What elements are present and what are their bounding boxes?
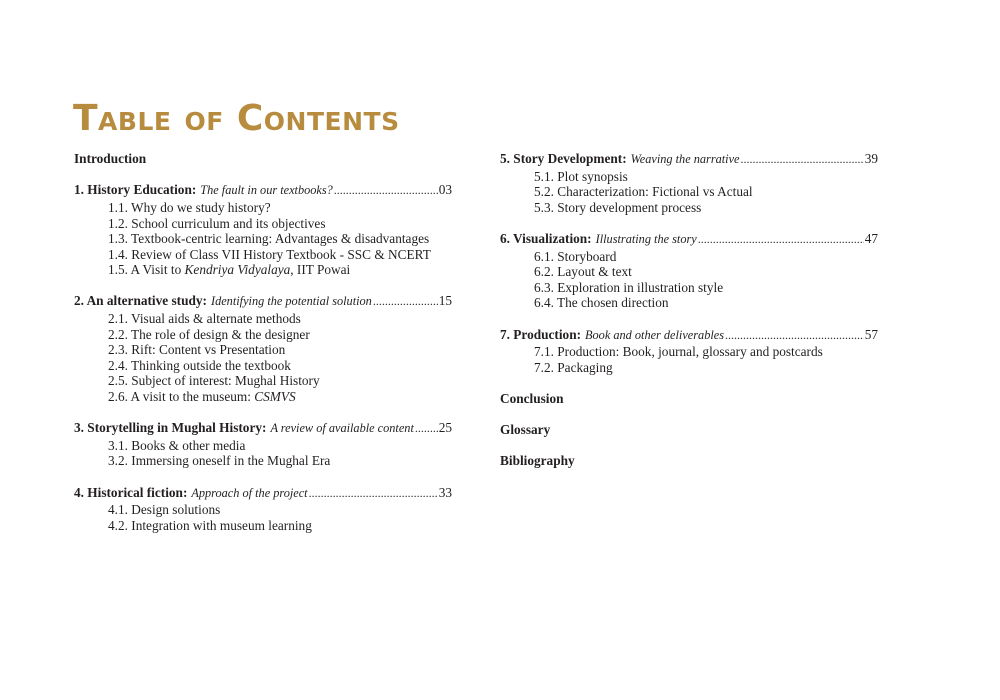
toc-chapter-heading[interactable] <box>74 420 452 437</box>
toc-section[interactable]: 4.1. Design solutions <box>108 502 221 518</box>
page-number: 57 <box>864 326 878 342</box>
section-prefix: 1.5. A Visit to <box>108 262 185 278</box>
toc-section[interactable]: 6.3. Exploration in illustration style <box>534 279 724 295</box>
toc-entry-conclusion[interactable]: Conclusion <box>500 390 564 406</box>
page-title: Table of Contents <box>73 98 400 139</box>
section-suffix: , IIT Powai <box>290 262 351 278</box>
toc-right-column <box>500 151 878 469</box>
spacer <box>500 215 878 231</box>
chapter-subtitle: Illustrating the story <box>595 231 697 246</box>
spacer <box>74 278 452 294</box>
toc-section[interactable]: 6.1. Storyboard <box>534 248 617 264</box>
toc-section[interactable]: 5.1. Plot synopsis <box>534 168 628 184</box>
toc-chapter-6 <box>500 231 878 311</box>
chapter-title: 2. An alternative study: <box>74 293 207 309</box>
toc-section[interactable]: 4.2. Integration with museum learning <box>108 517 312 533</box>
toc-chapter-7 <box>500 327 878 376</box>
chapter-subtitle: Approach of the project <box>191 485 308 500</box>
chapter-title: 5. Story Development: <box>500 151 627 166</box>
section-list <box>534 249 878 311</box>
toc-section[interactable]: 2.1. Visual aids & alternate methods <box>108 311 301 327</box>
toc-section[interactable]: 2.2. The role of design & the designer <box>108 326 310 342</box>
toc-section[interactable]: 5.3. Story development process <box>534 199 702 215</box>
section-list <box>108 502 452 533</box>
section-list <box>534 344 878 375</box>
toc-chapter-2 <box>74 293 452 404</box>
page-number: 47 <box>864 230 878 246</box>
toc-chapter-3 <box>74 420 452 469</box>
toc-chapter-heading[interactable] <box>500 151 878 168</box>
section-prefix: 2.6. A visit to the museum: <box>108 389 255 405</box>
spacer <box>500 375 878 391</box>
toc-section[interactable] <box>108 262 452 278</box>
dot-leader <box>415 421 438 437</box>
chapter-subtitle: Book and other deliverables <box>585 327 725 342</box>
spacer <box>74 405 452 421</box>
section-list <box>534 169 878 216</box>
toc-chapter-heading[interactable] <box>500 231 878 248</box>
toc-entry-glossary[interactable]: Glossary <box>500 422 551 438</box>
toc-chapter-4 <box>74 485 452 534</box>
toc-entry-bibliography[interactable]: Bibliography <box>500 453 575 469</box>
toc-left-column <box>74 151 452 533</box>
toc-section[interactable]: 5.2. Characterization: Fictional vs Actual <box>534 184 753 200</box>
section-italic: Kendriya Vidyalaya <box>184 262 291 278</box>
spacer <box>500 438 878 454</box>
page-number: 39 <box>864 151 878 166</box>
chapter-title: 3. Storytelling in Mughal History: <box>74 420 267 436</box>
toc-section[interactable]: 2.3. Rift: Content vs Presentation <box>108 342 286 358</box>
dot-leader <box>334 183 438 199</box>
page-number: 03 <box>438 182 452 198</box>
chapter-title: 4. Historical fiction: <box>74 484 188 500</box>
section-list <box>108 200 452 278</box>
dot-leader <box>698 232 864 248</box>
toc-section[interactable]: 6.2. Layout & text <box>534 264 632 280</box>
chapter-title: 1. History Education: <box>74 182 197 198</box>
chapter-subtitle: A review of available content <box>270 421 414 436</box>
toc-section[interactable]: 7.2. Packaging <box>534 359 613 375</box>
section-list <box>108 438 452 469</box>
toc-section[interactable]: 1.4. Review of Class VII History Textbook - SSC & NCERT <box>108 246 431 262</box>
toc-section[interactable] <box>108 389 452 405</box>
toc-section[interactable]: 1.2. School curriculum and its objectives <box>108 215 326 231</box>
toc-section[interactable]: 2.5. Subject of interest: Mughal History <box>108 373 320 389</box>
toc-chapter-1 <box>74 182 452 278</box>
dot-leader <box>373 294 438 310</box>
toc-section[interactable]: 6.4. The chosen direction <box>534 295 669 311</box>
toc-section[interactable]: 2.4. Thinking outside the textbook <box>108 357 291 373</box>
section-italic: CSMVS <box>254 389 296 405</box>
chapter-subtitle: Weaving the narrative <box>630 152 740 166</box>
spacer <box>74 167 452 183</box>
chapter-subtitle: Identifying the potential solution <box>210 294 372 309</box>
dot-leader <box>725 328 864 344</box>
toc-entry-introduction[interactable]: Introduction <box>74 151 147 166</box>
chapter-subtitle: The fault in our textbooks? <box>200 183 333 198</box>
spacer <box>500 407 878 423</box>
chapter-title: 6. Visualization: <box>500 230 592 246</box>
toc-section[interactable]: 3.2. Immersing oneself in the Mughal Era <box>108 453 331 469</box>
section-list <box>108 311 452 405</box>
toc-chapter-5 <box>500 151 878 215</box>
page-number: 15 <box>438 293 452 309</box>
toc-chapter-heading[interactable] <box>74 182 452 199</box>
page-number: 25 <box>438 420 452 436</box>
dot-leader <box>309 486 438 502</box>
page-number: 33 <box>438 484 452 500</box>
dot-leader <box>741 152 864 168</box>
spacer <box>74 469 452 485</box>
toc-chapter-heading[interactable] <box>74 293 452 310</box>
toc-section[interactable]: 7.1. Production: Book, journal, glossary and postcards <box>534 344 823 360</box>
toc-section[interactable]: 1.1. Why do we study history? <box>108 199 271 215</box>
toc-chapter-heading[interactable] <box>74 485 452 502</box>
toc-section[interactable]: 1.3. Textbook-centric learning: Advantages & disadvantages <box>108 231 430 247</box>
toc-chapter-heading[interactable] <box>500 327 878 344</box>
spacer <box>500 311 878 327</box>
toc-section[interactable]: 3.1. Books & other media <box>108 437 246 453</box>
chapter-title: 7. Production: <box>500 326 582 342</box>
